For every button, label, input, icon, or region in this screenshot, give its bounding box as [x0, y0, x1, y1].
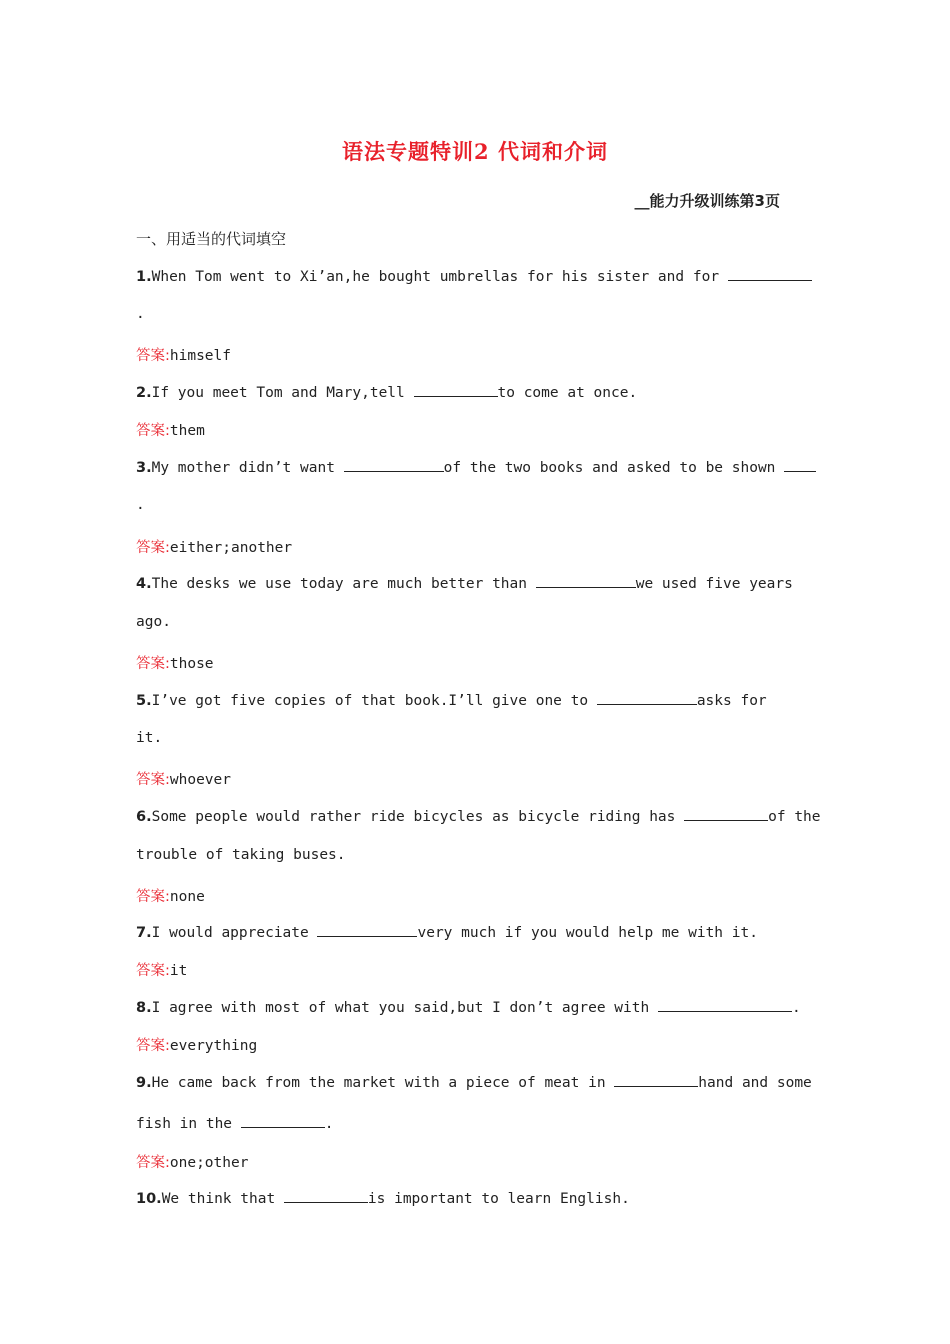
answer-5: 答案:whoever	[136, 772, 231, 788]
answer-2: 答案:them	[136, 423, 205, 439]
question-6-line-2: trouble of taking buses.	[136, 847, 346, 863]
question-2-line-1: 2.If you meet Tom and Mary,tell to come at once.	[136, 382, 816, 401]
answer-blank	[728, 266, 812, 281]
question-10-line-1: 10.We think that is important to learn English.	[136, 1188, 816, 1207]
question-3-line-2: .	[136, 497, 145, 513]
answer-blank	[284, 1188, 368, 1203]
answer-blank	[684, 806, 768, 821]
section-heading: 一、用适当的代词填空	[136, 230, 287, 248]
answer-blank	[536, 573, 636, 588]
answer-blank	[414, 382, 498, 397]
answer-8: 答案:everything	[136, 1038, 258, 1054]
answer-blank	[614, 1072, 698, 1087]
answer-blank	[317, 922, 417, 937]
answer-blank	[658, 997, 792, 1012]
question-5-line-1: 5.I’ve got five copies of that book.I’ll give one to asks for	[136, 690, 816, 709]
answer-blank	[344, 457, 444, 472]
question-8-line-1: 8.I agree with most of what you said,but I don’t agree with .	[136, 997, 816, 1016]
answer-blank	[784, 457, 816, 472]
question-7-line-1: 7.I would appreciate very much if you would help me with it.	[136, 922, 816, 941]
question-6-line-1: 6.Some people would rather ride bicycles as bicycle riding has of the	[136, 806, 816, 825]
question-3-line-1: 3.My mother didn’t want of the two books and asked to be shown	[136, 457, 816, 476]
answer-3: 答案:either;another	[136, 540, 293, 556]
question-5-line-2: it.	[136, 730, 163, 746]
question-4-line-1: 4.The desks we use today are much better than we used five years	[136, 573, 816, 592]
question-9-line-1: 9.He came back from the market with a piece of meat in hand and some	[136, 1072, 816, 1091]
answer-1: 答案:himself	[136, 348, 231, 364]
question-1-line-2: .	[136, 306, 145, 322]
answer-9: 答案:one;other	[136, 1155, 249, 1171]
answer-blank	[241, 1113, 325, 1128]
page-subtitle: __能力升级训练第3页	[634, 192, 780, 210]
question-9-line-2: fish in the .	[136, 1113, 816, 1132]
page-title: 语法专题特训2 代词和介词	[342, 139, 608, 164]
answer-blank	[597, 690, 697, 705]
answer-4: 答案:those	[136, 656, 214, 672]
question-4-line-2: ago.	[136, 614, 171, 630]
answer-6: 答案:none	[136, 889, 205, 905]
answer-7: 答案:it	[136, 963, 188, 979]
question-1-line-1: 1.When Tom went to Xi’an,he bought umbrellas for his sister and for	[136, 266, 816, 285]
